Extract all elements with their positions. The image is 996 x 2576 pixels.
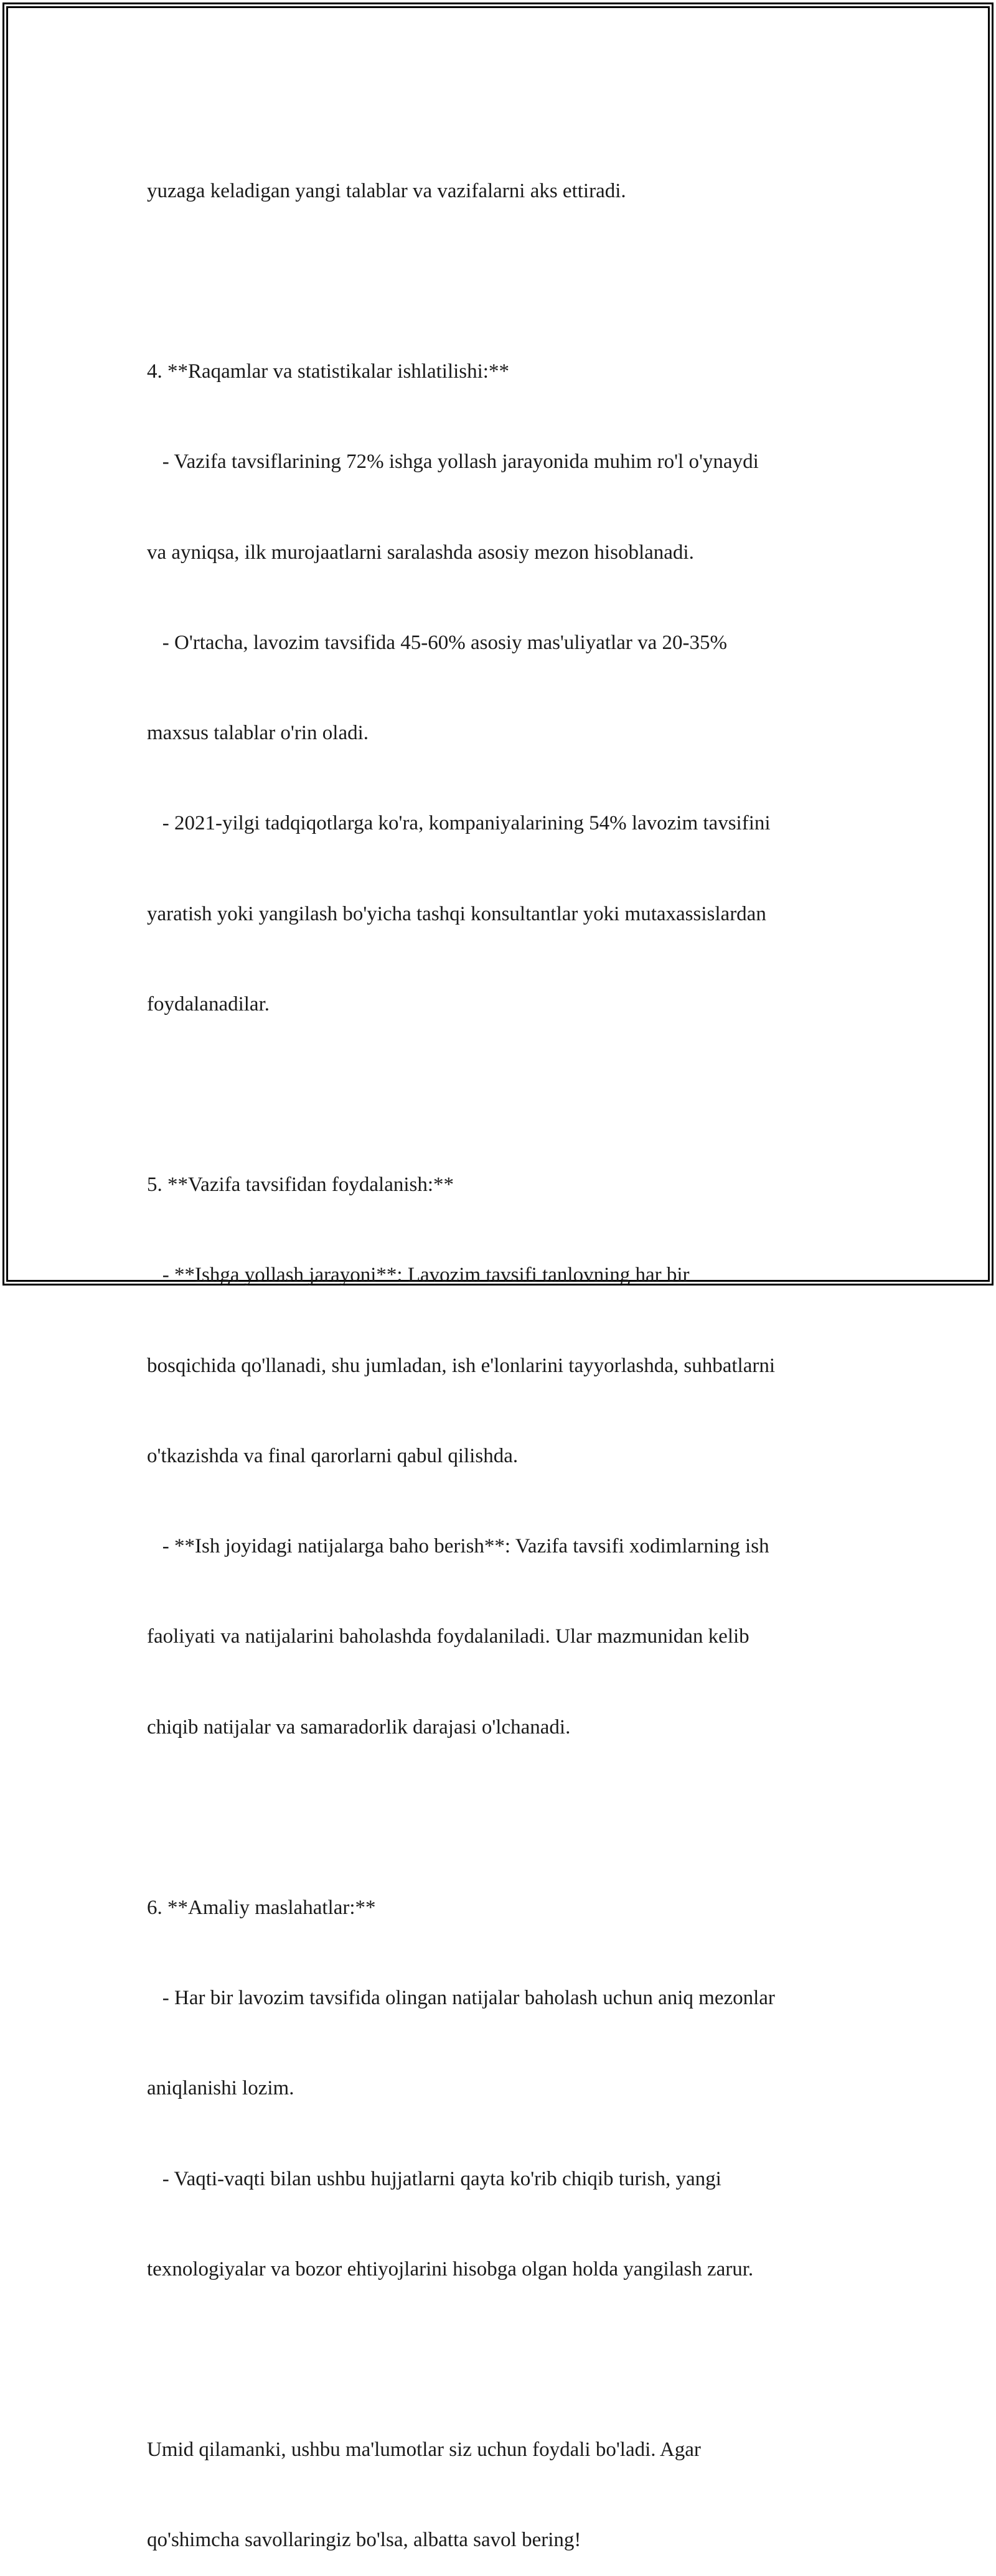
blank-line (147, 1080, 857, 1109)
blank-line (147, 266, 857, 296)
text-line: faoliyati va natijalarini baholashda foydalaniladi. Ular mazmunidan kelib (147, 1625, 749, 1648)
text-line: - Vaqti-vaqti bilan ushbu hujjatlarni qayta ko'rib chiqib turish, yangi (147, 2167, 721, 2190)
text-line: yaratish yoki yangilash bo'yicha tashqi konsultantlar yoki mutaxassislardan (147, 902, 766, 925)
blank-line (147, 1803, 857, 1832)
text-line: chiqib natijalar va samaradorlik darajasi o'lchanadi. (147, 1715, 571, 1738)
text-line: aniqlanishi lozim. (147, 2077, 294, 2100)
closing-text-line: Umid qilamanki, ushbu ma'lumotlar siz uchun foydali bo'ladi. Agar (147, 2438, 701, 2462)
text-line: bosqichida qo'llanadi, shu jumladan, ish e'lonlarini tayyorlashda, suhbatlarni (147, 1354, 776, 1377)
text-line: yuzaga keladigan yangi talablar va vazifalarni aks ettiradi. (147, 179, 626, 202)
section-heading: 4. **Raqamlar va statistikalar ishlatilishi:** (147, 360, 509, 383)
text-line: va ayniqsa, ilk murojaatlarni saralashda asosiy mezon hisoblanadi. (147, 541, 694, 564)
text-line: - O'rtacha, lavozim tavsifida 45-60% asosiy mas'uliyatlar va 20-35% (147, 631, 727, 654)
text-line: texnologiyalar va bozor ehtiyojlarini hisobga olgan holda yangilash zarur. (147, 2257, 754, 2280)
text-line: o'tkazishda va final qarorlarni qabul qilishda. (147, 1444, 519, 1467)
text-line: maxsus talablar o'rin oladi. (147, 722, 369, 745)
section-heading: 5. **Vazifa tavsifidan foydalanish:** (147, 1174, 454, 1197)
text-line: - 2021-yilgi tadqiqotlarga ko'ra, kompaniyalarining 54% lavozim tavsifini (147, 812, 771, 835)
document-body (147, 116, 857, 2576)
text-line: - **Ish joyidagi natijalarga baho berish**: Vazifa tavsifi xodimlarning ish (147, 1535, 769, 1558)
text-line: foydalanadilar. (147, 992, 270, 1015)
closing-text-line: qo'shimcha savollaringiz bo'lsa, albatta savol bering! (147, 2529, 581, 2552)
text-line: - **Ishga yollash jarayoni**: Lavozim tavsifi tanlovning har bir (147, 1264, 690, 1287)
section-heading: 6. **Amaliy maslahatlar:** (147, 1896, 376, 1919)
blank-line (147, 2345, 857, 2374)
text-line: - Har bir lavozim tavsifida olingan natijalar baholash uchun aniq mezonlar (147, 1987, 775, 2010)
text-line: - Vazifa tavsiflarining 72% ishga yollash jarayonida muhim ro'l o'ynaydi (147, 450, 759, 474)
